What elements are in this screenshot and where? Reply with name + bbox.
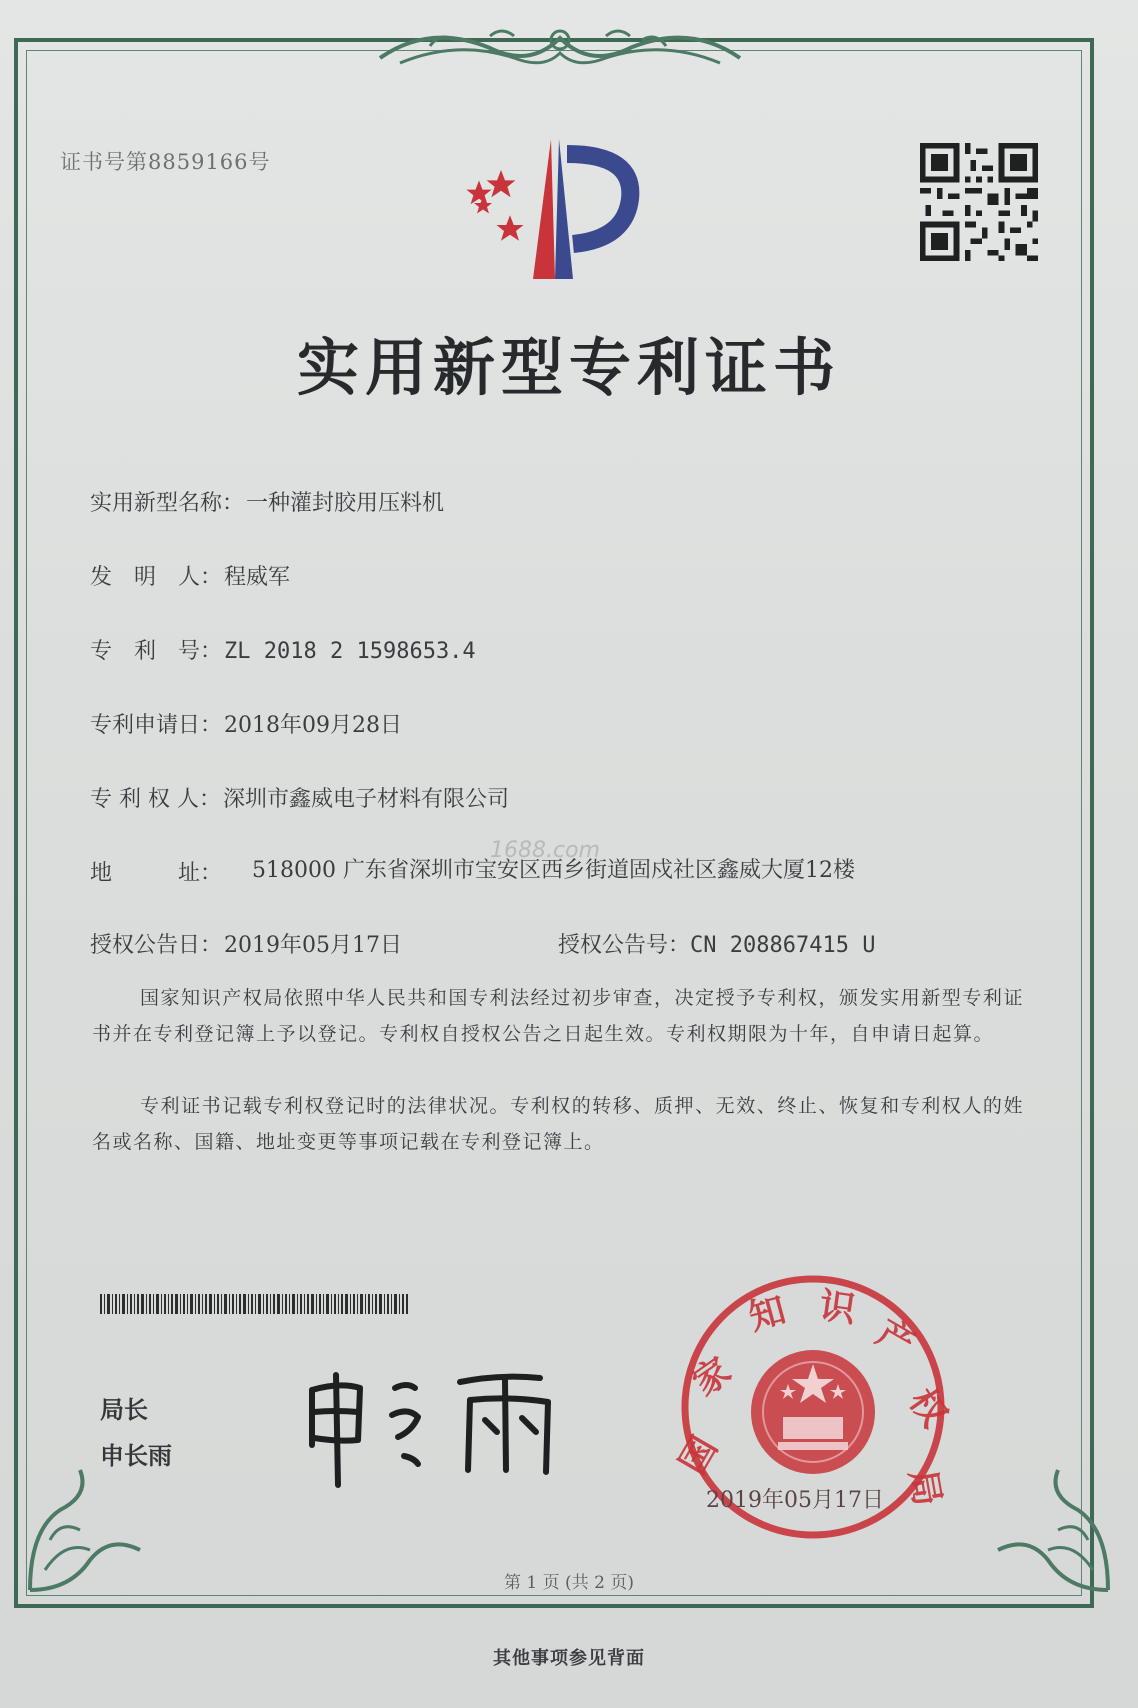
svg-text:产: 产 [869, 1312, 922, 1366]
address-value: 518000 广东省深圳市宝安区西乡街道固戍社区鑫威大厦12楼 [252, 858, 855, 883]
address-label: 地 址： [90, 861, 223, 886]
grant-publication-number-value: CN 208867415 U [690, 933, 876, 958]
filing-date-label: 专利申请日： [90, 713, 223, 738]
patent-number-value: ZL 2018 2 1598653.4 [224, 639, 476, 664]
inventor-row [90, 560, 290, 591]
paragraph-2: 专利证书记载专利权登记时的法律状况。专利权的转移、质押、无效、终止、恢复和专利权人的姓名或名称、国籍、地址变更等事项记载在专利登记簿上。 [92, 1095, 1024, 1153]
utility-model-name-label: 实用新型名称： [90, 491, 245, 516]
filing-date-value: 2018年09月28日 [224, 713, 402, 738]
utility-model-name-row [90, 486, 444, 517]
patentee-row [90, 782, 509, 813]
svg-text:权: 权 [900, 1381, 955, 1435]
footer-note: 其他事项参见背面 [493, 1648, 645, 1669]
grant-publication-number-row [558, 928, 875, 959]
svg-text:知: 知 [744, 1289, 791, 1339]
patentee-label: 专 利 权 人： [90, 787, 221, 812]
grant-date-value: 2019年05月17日 [224, 933, 402, 958]
cnipa-logo-icon [455, 134, 655, 284]
address-row [90, 856, 222, 887]
grant-date-label: 授权公告日： [90, 933, 223, 958]
utility-model-name-value: 一种灌封胶用压料机 [246, 491, 445, 516]
patentee-value: 深圳市鑫威电子材料有限公司 [222, 787, 509, 812]
document-title: 实用新型专利证书 [296, 331, 841, 404]
director-title: 局长 [100, 1396, 148, 1424]
seal-date: 2019年05月17日 [706, 1488, 884, 1513]
certificate-number: 证书号第8859166号 [60, 150, 271, 174]
svg-text:国: 国 [672, 1429, 726, 1482]
watermark-text: 1688.com [490, 838, 600, 863]
svg-text:家: 家 [685, 1350, 739, 1405]
inventor-value: 程威军 [224, 565, 291, 590]
paragraph-1: 国家知识产权局依照中华人民共和国专利法经过初步审查，决定授予专利权，颁发实用新型专利证书并在专利登记簿上予以登记。专利权自授权公告之日起生效。专利权期限为十年，自申请日起算。 [92, 987, 1024, 1045]
barcode [100, 1294, 410, 1314]
filing-date-row [90, 708, 402, 739]
svg-text:识: 识 [816, 1285, 859, 1331]
svg-text:局: 局 [901, 1466, 948, 1510]
patent-number-label: 专 利 号： [90, 639, 223, 664]
director-name: 申长雨 [100, 1442, 172, 1470]
page-indicator: 第 1 页 (共 2 页) [504, 1573, 634, 1593]
patent-number-row [90, 634, 476, 665]
grant-publication-number-label: 授权公告号： [558, 933, 691, 958]
grant-date-row [90, 928, 402, 959]
inventor-label: 发 明 人： [90, 565, 223, 590]
qr-code [920, 142, 1038, 262]
top-ornament [370, 18, 750, 78]
director-signature [300, 1360, 570, 1490]
